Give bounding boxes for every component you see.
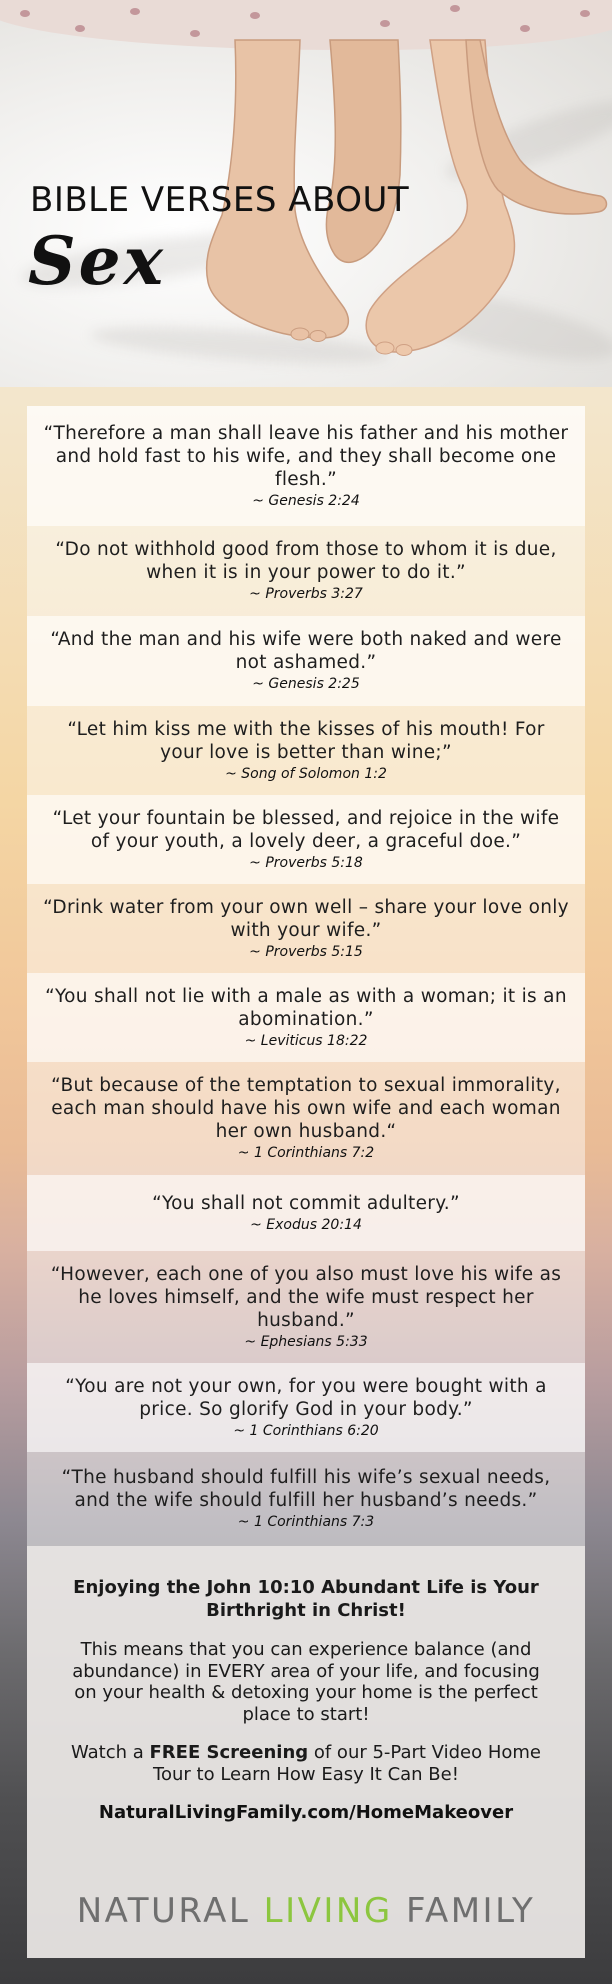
verse-text: “And the man and his wife were both naked and were not ashamed.” — [50, 629, 562, 673]
cta-bold: FREE Screening — [149, 1742, 309, 1763]
verse-text: “However, each one of you also must love his wife as he loves himself, and the wife must respect her husband.” — [50, 1263, 562, 1331]
verse-card — [27, 706, 585, 795]
brand-living: LIVING — [263, 1891, 393, 1931]
hero-subtitle: Sex — [28, 222, 167, 300]
verse-text: “Let him kiss me with the kisses of his mouth! For your love is better than wine;” — [67, 718, 545, 763]
verse-card — [27, 973, 585, 1062]
verse-reference: ~ Ephesians 5:33 — [244, 1333, 368, 1350]
verse-card — [27, 526, 585, 616]
verse-card — [27, 884, 585, 973]
verse-text: “Therefore a man shall leave his father and his mother and hold fast to his wife, and they shall become one flesh.” — [43, 422, 569, 490]
verse-card — [27, 1062, 585, 1175]
verse-text: “You are not your own, for you were bought with a price. So glorify God in your body.” — [65, 1375, 547, 1420]
verse-text: “Let your fountain be blessed, and rejoice in the wife of your youth, a lovely deer, a graceful doe.” — [52, 807, 560, 852]
verse-card — [27, 616, 585, 706]
promo-box — [27, 1546, 585, 1958]
verse-reference: ~ Genesis 2:24 — [252, 492, 360, 509]
promo-cta — [67, 1742, 545, 1785]
verse-reference: ~ Song of Solomon 1:2 — [225, 765, 387, 782]
verse-text: “Drink water from your own well – share your love only with your wife.” — [43, 896, 569, 941]
verse-reference: ~ Proverbs 3:27 — [249, 586, 363, 602]
brand-family: FAMILY — [392, 1891, 536, 1931]
cta-prefix: Watch a — [71, 1742, 150, 1763]
brand-logo — [27, 1891, 585, 1931]
verse-reference: ~ Exodus 20:14 — [250, 1216, 362, 1233]
verse-text: “You shall not lie with a male as with a woman; it is an abomination.” — [45, 985, 567, 1030]
verse-card — [27, 795, 585, 884]
home-makeover-link[interactable]: NaturalLivingFamily.com/HomeMakeover — [98, 1802, 514, 1823]
verse-text: “Do not withhold good from those to whom it is due, when it is in your power to do it.” — [55, 539, 557, 583]
promo-heading: Enjoying the John 10:10 Abundant Life is Your Birthright in Christ! — [73, 1577, 539, 1621]
verse-reference: ~ 1 Corinthians 6:20 — [233, 1422, 379, 1439]
verse-reference: ~ 1 Corinthians 7:2 — [237, 1145, 375, 1161]
verse-text: “But because of the temptation to sexual immorality, each man should have his own wife and each woman her own husband.“ — [51, 1075, 561, 1142]
verse-card — [27, 1251, 585, 1363]
verse-reference: ~ Genesis 2:25 — [252, 676, 360, 692]
verse-card — [27, 1452, 585, 1546]
hero-image — [0, 0, 612, 387]
verse-card — [27, 1175, 585, 1251]
verse-card — [27, 1363, 585, 1452]
verse-reference: ~ 1 Corinthians 7:3 — [237, 1514, 375, 1530]
cta-suffix: of our 5-Part Video Home Tour to Learn How Easy It Can Be! — [153, 1742, 541, 1785]
brand-natural: NATURAL — [76, 1891, 264, 1931]
hero-title: BIBLE VERSES ABOUT — [30, 180, 410, 220]
verse-reference: ~ Proverbs 5:18 — [249, 854, 363, 871]
verse-list — [27, 406, 585, 1546]
verse-text: “The husband should fulfill his wife’s sexual needs, and the wife should fulfill her husband’s needs.” — [61, 1467, 551, 1511]
promo-body: This means that you can experience balance (and abundance) in EVERY area of your life, and focusing on your health & detoxing your home is the perfect place to start! — [72, 1639, 540, 1725]
verse-reference: ~ Leviticus 18:22 — [244, 1032, 368, 1049]
verse-card — [27, 406, 585, 526]
verse-text: “You shall not commit adultery.” — [152, 1192, 460, 1214]
verse-reference: ~ Proverbs 5:15 — [249, 943, 363, 960]
